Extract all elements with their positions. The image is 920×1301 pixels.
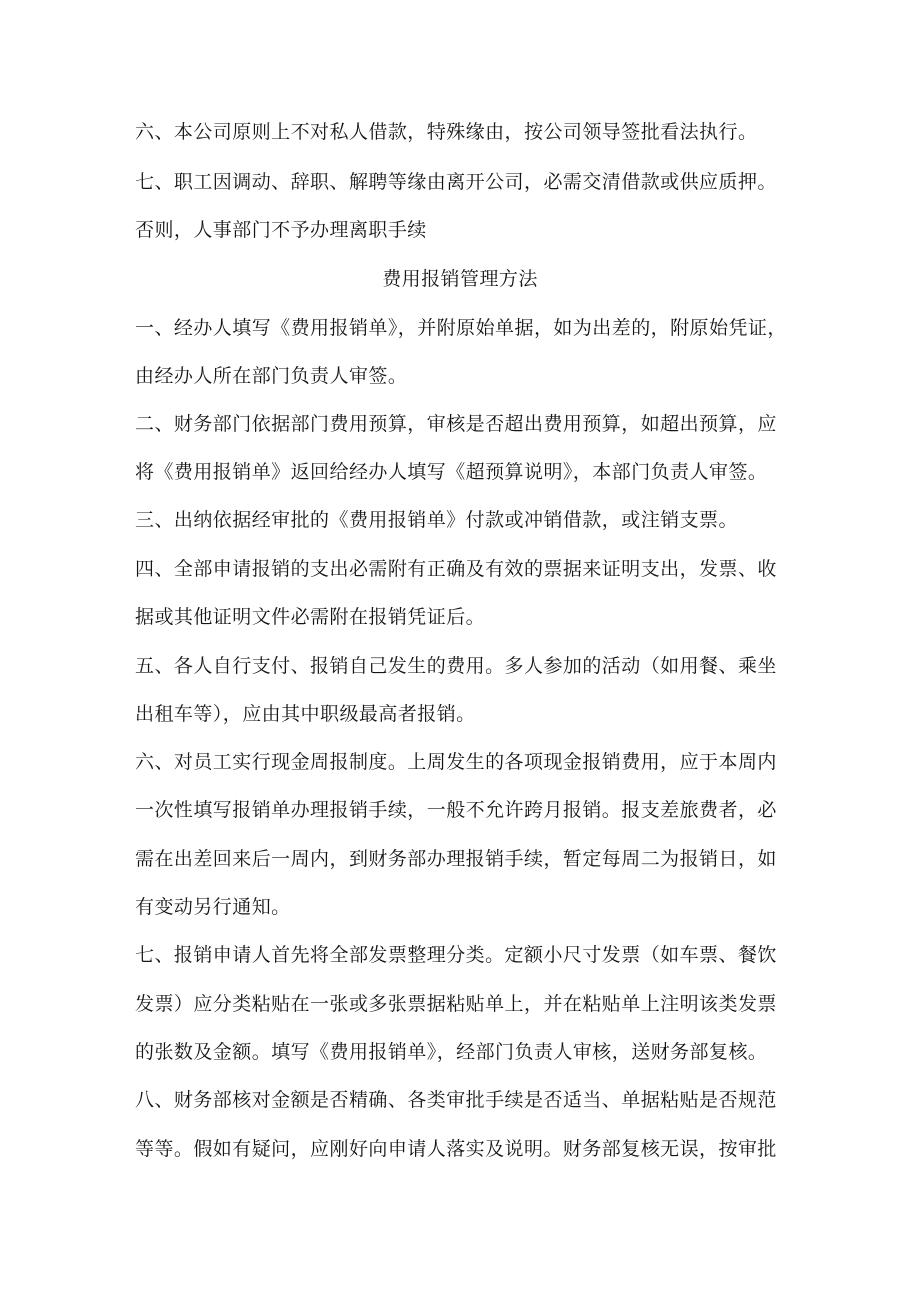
- item-7-line-2: 发票）应分类粘贴在一张或多张票据粘贴单上，并在粘贴单上注明该类发票: [135, 993, 777, 1015]
- item-6-line-4: 有变动另行通知。: [135, 896, 291, 918]
- item-8-line-1: 八、财务部核对金额是否精确、各类审批手续是否适当、单据粘贴是否规范: [135, 1089, 777, 1111]
- item-1-line-2: 由经办人所在部门负责人审签。: [135, 365, 408, 387]
- item-5-line-1: 五、各人自行支付、报销自己发生的费用。多人参加的活动（如用餐、乘坐: [135, 655, 777, 677]
- prev-item-6: 六、本公司原则上不对私人借款，特殊缘由，按公司领导签批看法执行。: [135, 121, 758, 143]
- item-3-line-1: 三、出纳依据经审批的《费用报销单》付款或冲销借款，或注销支票。: [135, 509, 738, 531]
- item-5-line-2: 出租车等），应由其中职级最高者报销。: [135, 703, 476, 725]
- section-title: 费用报销管理方法: [382, 268, 538, 290]
- item-7-line-3: 的张数及金额。填写《费用报销单》，经部门负责人审核，送财务部复核。: [135, 1041, 768, 1063]
- item-4-line-1: 四、全部申请报销的支出必需附有正确及有效的票据来证明支出，发票、收: [135, 558, 777, 580]
- item-6-line-2: 一次性填写报销单办理报销手续，一般不允许跨月报销。报支差旅费者，必: [135, 799, 777, 821]
- item-2-line-2: 将《费用报销单》返回给经办人填写《超预算说明》，本部门负责人审签。: [135, 461, 768, 483]
- item-4-line-2: 据或其他证明文件必需附在报销凭证后。: [135, 606, 486, 628]
- item-2-line-1: 二、财务部门依据部门费用预算，审核是否超出费用预算，如超出预算，应: [135, 413, 777, 435]
- prev-item-7-line-1: 七、职工因调动、辞职、解聘等缘由离开公司，必需交清借款或供应质押。: [135, 171, 777, 193]
- item-7-line-1: 七、报销申请人首先将全部发票整理分类。定额小尺寸发票（如车票、餐饮: [135, 944, 777, 966]
- prev-item-7-line-2: 否则，人事部门不予办理离职手续: [135, 219, 427, 241]
- item-1-line-1: 一、经办人填写《费用报销单》，并附原始单据，如为出差的，附原始凭证，: [135, 317, 787, 339]
- item-6-line-1: 六、对员工实行现金周报制度。上周发生的各项现金报销费用，应于本周内: [135, 751, 777, 773]
- item-6-line-3: 需在出差回来后一周内，到财务部办理报销手续，暂定每周二为报销日，如: [135, 848, 777, 870]
- item-8-line-2: 等等。假如有疑问，应刚好向申请人落实及说明。财务部复核无误，按审批: [135, 1138, 777, 1160]
